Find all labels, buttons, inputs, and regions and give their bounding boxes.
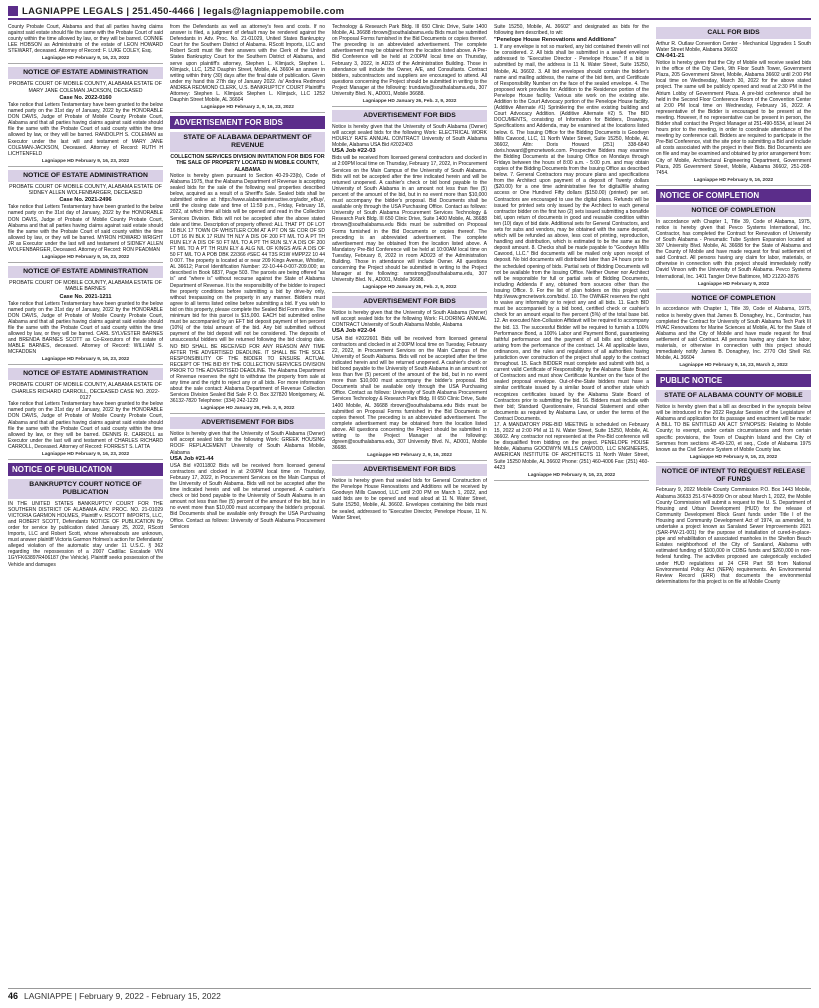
notice-continued: County Probate Court, Alabama and that all parties having claims against said estate should file the same with the Probate Court of said county within the time allowed by law, or they will be barred. CONNIE LEE HOBSON as Administratrix of the estate of LEON HOWARD STEWART, deceased. Attorney of Record: F. LUKE COLEY, Esq.: [8, 24, 163, 55]
notice-credit: Lagniappe HD February 9, 16, 2022: [656, 178, 811, 186]
bid-body: Notice is hereby given that the University of South Alabama (Owner) will accept sealed bids for the following Work: GREEK HOUSING ROOF REPLACEMENT University of South Alabama Mobile, Alabama: [170, 431, 325, 456]
publication-body: IN THE UNITED STATES BANKRUPTCY COURT FOR THE SOUTHERN DISTRICT OF ALABAMA ADV. PROC. NO. 21-01029 VICTORIA GARMON HOLMES, Plaintiff v. RSCOTT IMPORTS, LLC, and ROBERT SCOTT, Defendants NOTICE OF PUBLICATION By order for service by publication dated January 25, 2022, RScott Imports, LLC and Robert Scott, whose whereabouts are unknown, must answer plaintiff Victoria Garmon Holmes's action for Defendants' alleged violation of the automatic stay under 11 U.S.C. § 362 regarding the repossession of a 2007 Cadillac Escalade VIN 1GYFK63897R406187 (the Vehicle). Plaintiff seeks possession of the Vehicle and damages: [8, 500, 163, 568]
estate-case-number: Case No. 2021-1211: [59, 293, 112, 300]
estate-notice-body: Take notice that Letters Testamentary have been granted to the below named party on the 31st day of January, 2022 by the HONORABLE DON DAVIS, Judge of Probate of Mobile County Probate Court, Alabama and that all parties having claims against said estate should file the same with the Probate Court of said county within the time allowed by law, or they will be barred. CARL SYLVESTER BARNES and BRENDA BARNES SCOTT as Co-Executors of the estate of MABLE BARNES, deceased. Attorney of Record: WILLIAM S. MCFADDEN: [8, 300, 163, 356]
notice-credit: Lagniappe HD January 26, Feb. 2, 9, 2022: [332, 99, 487, 107]
notice-credit: Lagniappe HD February 9, 16, 23, 2022: [656, 455, 811, 463]
page-footer: [8, 988, 811, 1002]
bid-body: Notice is hereby given that the University of South Alabama (Owner) will accept sealed bids for the following Work: FLOORING ANNUAL CONTRACT University of South Alabama Mobile, Alabama: [332, 310, 487, 329]
estate-notice-body: Take notice that Letters Testamentary have been granted to the below named party on the 31st day of January, 2022 by the HONORABLE DON DAVIS, Judge of Probate of Mobile County Probate Court, Alabama and that all parties having claims against said estate should file the same with the Probate Court of said county within the time allowed by law, or they will be barred. RANDOLPH S. COLEMAN as Executor under the last will and testament of MARY JANE COLEMAN-JACKSON, Deceased. Attorney of Record: RUTH H LICHTENFELD: [8, 101, 163, 157]
revenue-lead: COLLECTION SERVICES DIVISION INVITATION FOR BIDS FOR THE SALE OF PROPERTY LOCATED IN MOBILE COUNTY, ALABAMA: [170, 153, 325, 173]
legal-columns: [8, 24, 811, 982]
call-lead: Arthur R. Outlaw Convention Center - Mechanical Upgrades 1 South Water Street Mobile, Alabama 36602: [656, 40, 811, 53]
section-heading-publication: NOTICE OF PUBLICATION: [8, 463, 163, 476]
footer-text: LAGNIAPPE | February 9, 2022 - February 15, 2022: [24, 990, 221, 1001]
estate-notice-heading: NOTICE OF ESTATE ADMINISTRATION: [8, 67, 163, 79]
project-title: "Penelope House Renovations and Additions": [494, 37, 617, 44]
estate-notice-body: Take notice that Letters Testamentary have been granted to the below named party on the 31st day of January, 2022 by the HONORABLE DON DAVIS, Judge of Probate of Mobile County Probate Court, Alabama and that all parties having claims against said estate should file the same with the Probate Court of said county within the time allowed by law, or they will be barred. MYRON HOWARD WRIGHT JR as Executor under the last will and testament of SIDNEY ALLEN WOLFENBARGER, Deceased. Attorney of Record: RON PEADMAN: [8, 204, 163, 253]
estate-court: PROBATE COURT OF MOBILE COUNTY, ALABAMA ESTATE OF SIDNEY ALLEN WOLFENBARGER, DECEASED: [9, 183, 162, 196]
estate-court: PROBATE COURT OF MOBILE COUNTY, ALABAMA ESTATE OF CHARLES RICHARD CARROLL, DECEASED CASE NO. 2022-0127: [9, 382, 162, 401]
bid-details: Bids will be received from licensed general contractors and clocked in at 2:00PM local time on Thursday, February 17, 2022, in Procurement Services on the Main Campus of the University of South Alabama. Bids will not be accepted after the time indicated herein and will be returned unopened. A cashier's check or bid bond payable to the University of South Alabama in an amount not less than five (5) percent of the amount of the bid, but in no event more than $10,000 must accompany the bidder's proposal. Bid Documents shall be available only through the USA Purchasing Office. Contact as follows: University of South Alabama Procurement Services Technology & Research Park Bldg. III 650 Clinic Drive, Suite 1400 Mobile, AL 36688 rbrown@southalabama.edu Bids must be submitted on Proposal Forms furnished in the Bid Documents or copies thereof. The preceding is an abbreviated advertisement. The complete advertisement may be obtained from the location listed above. A Mandatory Pre-Bid Conference will be held at 10:00AM local time on Tuesday, February 8, 2022 in room AD023 of the Administration Building. Those in attendance will include Owner. All questions concerning the Project should be submitted in writing to the Project Manager at the following: ramstrong@southalabama.edu, 307 University Blvd. N., AD001, Mobile 36688.: [332, 155, 487, 284]
column-1: [8, 24, 163, 982]
completion-subheading: NOTICE OF COMPLETION: [656, 293, 811, 305]
call-body: Notice is hereby given that the City of Mobile will receive sealed bids in the office of the City Clerk, 9th Floor South Tower, Government Plaza, 205 Government Street, Mobile, Alabama 36602 until 2:00 PM local time on Wednesday, March 30, 2022 for the above stated project. The same will be publicly opened and read at 2:30 PM in the Atrium Lobby of Government Plaza. A pre-bid conference shall be held in the Second Floor Conference Room of the Convention Center at 2:00 PM local time on Wednesday, February 16, 2022. A representative of the Bidder is encouraged to be present at the meeting. However, if no representative can be present in person, the Bidder shall contact the Project Manager at 251-490-5534, at least 24 hours prior to the meeting, in order to coordinate attendance of the meeting by conference call. Bidders are required to participate in the Pre-Bid Conference, visit the site prior to submitting a Bid and include all costs associated with the project in their Bids. Bid Documents are on file and may be examined and obtained by prior arrangement from: City of Mobile, Architectural Engineering Department, Government Plaza, 205 Government Street, Mobile, Alabama 36602, 251-208-7454.: [656, 60, 811, 176]
section-heading-bids: ADVERTISEMENT FOR BIDS: [170, 116, 325, 129]
bid-heading: ADVERTISEMENT FOR BIDS: [332, 296, 487, 308]
bid-job-number: USA Job #22-04: [332, 328, 376, 335]
public-notice-subheading: STATE OF ALABAMA COUNTY OF MOBILE: [656, 390, 811, 402]
notice-credit: Lagniappe HD January 26, Feb. 2, 9, 2022: [170, 406, 325, 414]
bid-details: USA Bid #2011802 Bids will be received from licensed general contractors and clocked in at 2:00PM local time on Thursday, February 17, 2022, in Procurement Services on the Main Campus of the University of South Alabama. Bids will not be accepted after the time indicated herein and will be returned unopened. A cashier's check or bid bond payable to the University of South Alabama in an amount not less than five (5) percent of the amount of the bid, but in no event more than $10,000 must accompany the bidder's proposal. Bid Documents shall be available only through the USA Purchasing Office. Contact as follows: University of South Alabama Procurement Services: [170, 462, 325, 530]
bid-details: USA Bid #2022601 Bids will be received from licensed general contractors and clocked in at 2:00PM local time on Tuesday, February 22, 2022, in Procurement Services on the Main Campus of the University of South Alabama. Bids will not be accepted after the time indicated herein and will be returned unopened. A cashier's check or bid bond payable to the University of South Alabama in an amount not less than five (5) percent of the amount of the bid, but in no event more than $10,000 must accompany the bidder's proposal. Bid Documents shall be available only through the USA Purchasing Office. Contact as follows: University of South Alabama Procurement Services Technology & Research Park Bldg. III 650 Clinic Drive, Suite 1400 Mobile, AL 36688 rbrown@southalabama.edu Bids must be submitted on Proposal Forms furnished in the Bid Documents or copies thereof. The preceding is an abbreviated advertisement. The complete advertisement may be obtained from the location listed above. All questions concerning the Project should be submitted in writing to the Project Manager at the following: dgreen@southalabama.edu, 307 University Blvd. N., AD001, Mobile 36688.: [332, 335, 487, 452]
column-5: [656, 24, 811, 982]
estate-case-number: Case No. 2021-2496: [59, 197, 112, 204]
page-number: 46: [8, 990, 19, 1001]
revenue-subheading: STATE OF ALABAMA DEPARTMENT OF REVENUE: [170, 132, 325, 152]
estate-notice-body: Take notice that Letters Testamentary have been granted to the below named party on the 31st day of January, 2022 by the HONORABLE DON DAVIS, Judge of Probate of Mobile County Probate Court, Alabama and that all parties having claims against said estate should file the same with the Probate Court of said county within the time allowed by law, or they will be barred. DENNIS R. CARROLL as Executor under the last will and testament of CHARLES RICHARD CARROLL, Deceased. Attorney of Record: FORREST S. LATTA: [8, 401, 163, 450]
masthead-text: LAGNIAPPE LEGALS | 251.450-4466 | legals@lagniappemobile.com: [22, 5, 345, 17]
estate-notice-heading: NOTICE OF ESTATE ADMINISTRATION: [8, 368, 163, 380]
page-masthead: [8, 4, 811, 20]
bid-job-number: USA Job #21-44: [170, 455, 214, 462]
notice-credit: Lagniappe HD February 9, 16, 23, 2022: [8, 255, 163, 263]
call-id: CN-041-21: [656, 53, 685, 59]
completion-body: In accordance with Chapter 1, Title 39, Code of Alabama, 1975, notice is hereby given that Pevco Systems International, Inc. Contractor, has completed the Contract for Renovation of University of South Alabama - Pneumatic Tube System Expansion located at 307 University Blvd. Mobile, AL 36688 for the State of Alabama and the County of Mobile and have made request for final settlement of said Contract. All persons having any claim for labor, materials, or otherwise in connection with this project should immediately notify David Vinson with the University of South Alabama. Pevco Systems International, Inc. 1401 Tangier Drive Baltimore, MD 21220-2876: [656, 218, 811, 280]
notice-credit: Lagniappe HD February 2, 9, 16, 23, 2022: [170, 105, 325, 113]
masthead-square-icon: [8, 6, 18, 16]
column-4: [494, 24, 649, 982]
notice-credit: Lagniappe HD January 26, Feb. 2, 9, 2022: [332, 285, 487, 293]
bid-heading: ADVERTISEMENT FOR BIDS: [332, 464, 487, 476]
column-3: [332, 24, 487, 982]
estate-court: PROBATE COURT OF MOBILE COUNTY, ALABAMA ESTATE OF MABLE BARNES: [9, 279, 162, 293]
estate-notice-heading: NOTICE OF ESTATE ADMINISTRATION: [8, 266, 163, 278]
notice-credit: Lagniappe HD February 9, 16, 23, 2022: [494, 473, 649, 481]
pre-bid-meeting: 17. A MANDATORY PRE-BID MEETING is scheduled on February 15, 2022 at 2:00 PM at 11 N. Water Street, Suite 15250, Mobile, AL 36602. Any contractor not represented at the Pre-Bid conference will be disqualified from bidding on the project. PENELOPE HOUSE Mobile, Alabama GOODWYN MILLS CAWOOD, LLC ENGINEERS, AMERICAN INSTITUTE OF ARCHITECTS 11 North Water Street, Suite 15250 Mobile, AL 36602 Phone: (251) 460-4006 Fax: (251) 460-4423: [494, 422, 649, 471]
bid-body: Notice is hereby given that sealed bids for General Construction of the Penelope House Renovations and Additions will be received by Goodwyn Mills Cawood, LLC until 2:00 PM on March 1, 2022, and said bids are to be opened and read aloud at 11 N. Water Street, Suite 15250, Mobile, AL 36602. Envelopes containing the bids must be sealed, addressed to "Executive Director, Penelope House, 11 N. Water Street,: [332, 478, 487, 521]
completion-subheading: NOTICE OF COMPLETION: [656, 205, 811, 217]
public-notice-body: Notice is hereby given that a bill as described in the synopsis below will be introduced in the 2022 Regular Session of the Legislature of Alabama and application for its passage and enactment will be made: A BILL TO BE ENTITLED AN ACT SYNOPSIS: Relating to Mobile County; to exempt, under certain circumstances and from certain specific provisions, the Town of Dauphin Island and the City of Semmes from sections 45-49-120, et seq., Code of Alabama 1975 known as the Civil Service System of Mobile County law.: [656, 404, 811, 453]
estate-case-number: Case No. 2022-0160: [59, 94, 112, 101]
notice-credit: Lagniappe HD February 2, 9, 16, 2022: [332, 453, 487, 461]
notice-credit: Lagniappe HD February 9, 16, 23, 2022: [8, 56, 163, 64]
estate-court: PROBATE COURT OF MOBILE COUNTY, ALABAMA ESTATE OF MARY JANE COLEMAN JACKSON, DECEASED: [9, 81, 162, 94]
column-2: [170, 24, 325, 982]
notice-continued: Technology & Research Park Bldg. III 650 Clinic Drive, Suite 1400 Mobile, AL 36688 rbrown@southalabama.edu Bids must be submitted on Proposal Forms furnished in the Bid Documents or copies thereof. The preceding is an abbreviated advertisement. The complete advertisement may be obtained from the location listed above. A Pre-Bid Conference will be held at 2:00PM local time on Thursday, February 3, 2022, in AD23 of the Administration Building. Those in attendance will include the Owner, A/E, and Consultants. Contract bidders, subcontractors and suppliers are encouraged to attend. All questions concerning the Project should be submitted in writing to the Project Manager at the following: trundavis@southalabama.edu, 307 University Blvd. N., AD001, Mobile 36688.: [332, 24, 487, 98]
release-funds-subheading: NOTICE OF INTENT TO REQUEST RELEASE OF FUNDS: [656, 466, 811, 486]
section-heading-completion: NOTICE OF COMPLETION: [656, 189, 811, 202]
call-for-bids-heading: CALL FOR BIDS: [656, 27, 811, 39]
bid-conditions: 1. If any envelope is not so marked, any bid contained therein will not be considered. 2. All bids shall be submitted in a sealed envelope addressed to "Executive Director - Penelope House." If a bid is submitted by mail, the address is 11 N. Water Street, Suite 15250, Mobile, AL 36602. 3. All bid envelopes should contain the bidder's name and mailing address, the name of the bid item, and Certificate of Responsibility Number on the face of the sealed envelope. 4. The proposed work provides for: Addition to the Residence portion of the Penelope House facility. Various site work on the existing site. Addition to the Court Advocacy portion of the Penelope House facility. (Additive Alternate #1) Sprinklering the entire existing building and Court Advocacy Addition. (Additive Alternate #2) 5. The BID DOCUMENTS, consisting of Information for Bidders, Drawings, Specifications and Addenda, may be examined at the locations listed below. 6. The Issuing Office for the Bidding Documents is Goodwyn Mills Cawood, LLC, 11 North Water Street, Suite 15250, Mobile, AL 36602, Attn: Doris Howard (251) 338-6840 doris.howard@gmcnetwork.com. Prospective Bidders may examine the Bidding Documents at the Issuing Office on Mondays through Fridays between the hours of 8:00 a.m. - 5:00 p.m. and may obtain copies of the Bidding Documents from the Issuing Office as described below. 7. General Contractors may procure plans and specifications from the Architect upon payment of a deposit of Twenty dollars ($20.00) for a one time administrative fee for digital/file sharing access or One Hundred Fifty dollars ($150.00) (printed) per set. Contractors are encouraged to use the digital plans. Refunds will be issued for printed sets only issued by the Architect to each general contractor bidder on the first two (2) sets issued submitting a bonafide bid, upon return of documents in good and reusable condition within ten (10) days of bid date. Additional sets for General Contractors, and sets for subs and vendors, may be obtained with the same deposit, which will be refunded as above, less cost of printing, reproduction, handling and distribution, which is estimated to be the same as the deposit amount. 8. Checks shall be made payable to "Goodwyn Mills Cawood, LLC." Bid documents will be mailed only upon receipt of deposit. No bid documents will distributed later than 24 hours prior to the scheduled opening of bids. Partial sets of Bidding Documents will not be available from the Issuing Office. Neither Owner nor Architect will be responsible for full or partial sets of Bidding Documents, including Addenda if any, obtained from sources other than the Issuing Office. 9. For the list of plan holders on this project visit http://www.gmcnetwork.com/bids/. 10. The OWNER reserves the right to waive any informality or to reject any and all bids. 11. Each BID must be accompanied by a bid bond, certified check or cashier's check for an amount equal to five percent (5%) of the total base bid. 12. An executed Non-Collusion Affidavit will be required to accompany the bid. 13. The successful Bidder will be required to furnish a 100% Performance Bond, a 100% Labor and Payment Bond, guaranteeing faithful performance and the payment of all bills and obligations arising from the performance of the contract. 14. All applicable laws, ordinances, and the rules and regulations of all authorities having jurisdiction over construction of the project shall apply to the contract throughout. 15. Each BIDDER must complete and submit with bid, a current valid Certificate of Responsibility by the Alabama State Board of Contractors and must show Certificate Number on the face of the sealed proposal envelope. Out-of-the-State bidders must have a similar certificate issued by a similar board of another state which recognizes certificates issued by the Alabama State Board of Contractors prior to submitting the bid. 16. Bidders must include with their bid; Standard Questionnaire, Financial Statement and other documents as required by Alabama Law, or under the terms of the Contract Documents.: [494, 44, 649, 422]
bid-heading: ADVERTISEMENT FOR BIDS: [332, 110, 487, 122]
bankruptcy-subheading: BANKRUPTCY COURT NOTICE OF PUBLICATION: [8, 479, 163, 499]
release-funds-body: February 9, 2022 Mobile County Commission P.O. Box 1443 Mobile, Alabama 36633 251-574-8099 On or about March 1, 2022, the Mobile County Commission will submit a request to the U. S. Department of Housing and Urban Development (HUD) for the release of Community Development Block Grant funds under Title I of the Housing and Community Development Act of 1974, as amended, to undertake a project known as Saraland Sewer Improvements 2021 (SAR-PW-21-001) for the purpose of installation of cured-in-place-pipe and rehabilitation of associated manholes in the Shelton Beach Estates neighborhood of the City of Saraland, Alabama with estimated funding of $100,000 in CDBG funds and $260,000 in non-federal funding. The activities proposed are categorically excluded under HUD regulations at 24 CFR Part 58 from National Environmental Policy Act (NEPA) requirements. An Environmental Review Record (ERR) that documents the environmental determinations for this project is on file at Mobile County: [656, 487, 811, 585]
revenue-body: Notice is hereby given pursuant to Section 40-29-23(b), Code of Alabama 1975, that the Alabama Department of Revenue is accepting sealed bids for the sale of the following real properties described below, acquired as a result of a Sheriff's Sale. Sealed bids shall be submitted online at: https://www.alabamainteractive.org/ador_eBuy/, until the closing date and time of 11:59 p.m., Friday, February 18, 2022, at which time all bids will be opened and read in the Collection Services Division. Bids will not be accepted after the above stated date and time. Description of property offered: ALL THAT PT OF LOT 16 BLK 17 TOWN OF WHISTLER COM AT A PT ON SE COR OF SD LOT 16 IN BLK 17 RUN TH NLY A DIS OF 200 FT M/L TO A PT TH RUN ELY A DIS OF 50 FT M/L TO A PT TH RUN SLY A DIS OF 200 FT M/L TO A PT TH RUN ELY & ALG N/L OF KINGS AVE A DIS OF 50 FT M/L TO A POB DBK 22/366 #SEC 44 T3S R1W #MPP22 10 44 0 007. The property is located at or near 209 Kings Avenue, Whistler, AL 36612; Parcel Identification Number: 22-10-44-0-007-209.000; as described in Book 6837, Page 503. The parcels are being offered "as is" and "where is" without recourse against the State of Alabama Department of Revenue. It is the responsibility of the bidder to inspect the property conditions before submitting a bid by drive-by only, without trespassing on the property in any manner. Bidders must agree to all terms listed online before submitting a bid. If you wish to bid on this property, please complete the Sealed Bid Form online. The minimum bid for this parcel is $15,000. EACH bid submitted online must be accompanied by an EFT bid deposit payment of ten percent (10%) of the total amount of the bid. Any bid submitted without payment of the bid deposit will not be considered. The deposits of unsuccessful bidders will be returned following the bid closing date. NO BID SHALL BE RECEIVED FOR ANY REASON ANY TIME AFTER THE ADVERTISED DEADLINE. IT SHALL BE THE SOLE RESPONSIBILITY OF THE BIDDER TO ENSURE ACTUAL RECEIPT OF THE BID BY THE COLLECTION SERVICES DIVISION PRIOR TO THE ADVERTISED DEADLINE. The Alabama Department of Revenue reserves the right to withdraw the property from sale at any time and the right to reject any or all bids. For more information about the sale contact: Alabama Department of Revenue Collection Services Division Sealed Bid Sale P. O. Box 327820 Montgomery, AL 36132-7820 Telephone: (334) 242-1229: [170, 172, 325, 405]
notice-credit: Lagniappe HD February 9, 16, 23, March 2, 2022: [656, 363, 811, 371]
bid-heading: ADVERTISEMENT FOR BIDS: [170, 417, 325, 429]
notice-credit: Lagniappe HD February 9, 16, 23, 2022: [8, 452, 163, 460]
bid-body: Notice is hereby given that the University of South Alabama (Owner) will accept sealed bids for the following Work: ELECTRICAL WORK HOURLY RATE ANNUAL CONTRACT University of South Alabama Mobile, Alabama USA Bid #2022403: [332, 123, 487, 149]
section-heading-public-notice: PUBLIC NOTICE: [656, 374, 811, 387]
notice-continued: from the Defendants as well as attorney's fees and costs. If no answer is filed, a judgment of default may be rendered against the Defendants in Adv. Proc. No. 21-01029, United States Bankruptcy Court for the Southern District of Alabama. RScott Imports, LLC and Robert Scott must file their answers with the Clerk of the United States Bankruptcy Court for the Southern District of Alabama, and serve upon plaintiff's attorney, Stephen L. Klimjack, Stephen L. Klimjack, LLC, 1252 Dauphin Street, Mobile, AL 36604 an answer in writing within thirty (30) days after the final date of publication. Given under my hand this 27th day of January 2022. /s/ Andrea Redmond ANDREA REDMOND CLERK, U.S. BANKRUPTCY COURT Plaintiff's Attorney: Stephen L. Klimjack Stephen L. Klimjack, LLC 1252 Dauphin Street Mobile, AL 36604: [170, 24, 325, 104]
notice-credit: Lagniappe HD February 9, 2022: [656, 282, 811, 290]
notice-credit: Lagniappe HD February 9, 16, 23, 2022: [8, 159, 163, 167]
bid-job-number: USA Job #22-03: [332, 148, 376, 155]
notice-credit: Lagniappe HD February 9, 16, 23, 2022: [8, 357, 163, 365]
estate-notice-heading: NOTICE OF ESTATE ADMINISTRATION: [8, 170, 163, 182]
notice-continued: Suite 15250, Mobile, AL 36602" and designated as bids for the following item described, to wit:: [494, 24, 649, 37]
completion-body: In accordance with Chapter 1, Title 39, Code of Alabama, 1975, notice is hereby given that James B. Donaghey, Inc., Contractor, has completed the Contract for University of South Alabama Tech Park III HVAC Renovations for Marine Sciences at Mobile, AL for the State of Alabama and the City of Mobile and have made request for final settlement of said Contract. All persons having any claim for labor, materials, or otherwise in connection with this project should immediately notify James B. Donaghey, Inc. 2770 Old Shell Rd. Mobile, AL 36604: [656, 306, 811, 362]
